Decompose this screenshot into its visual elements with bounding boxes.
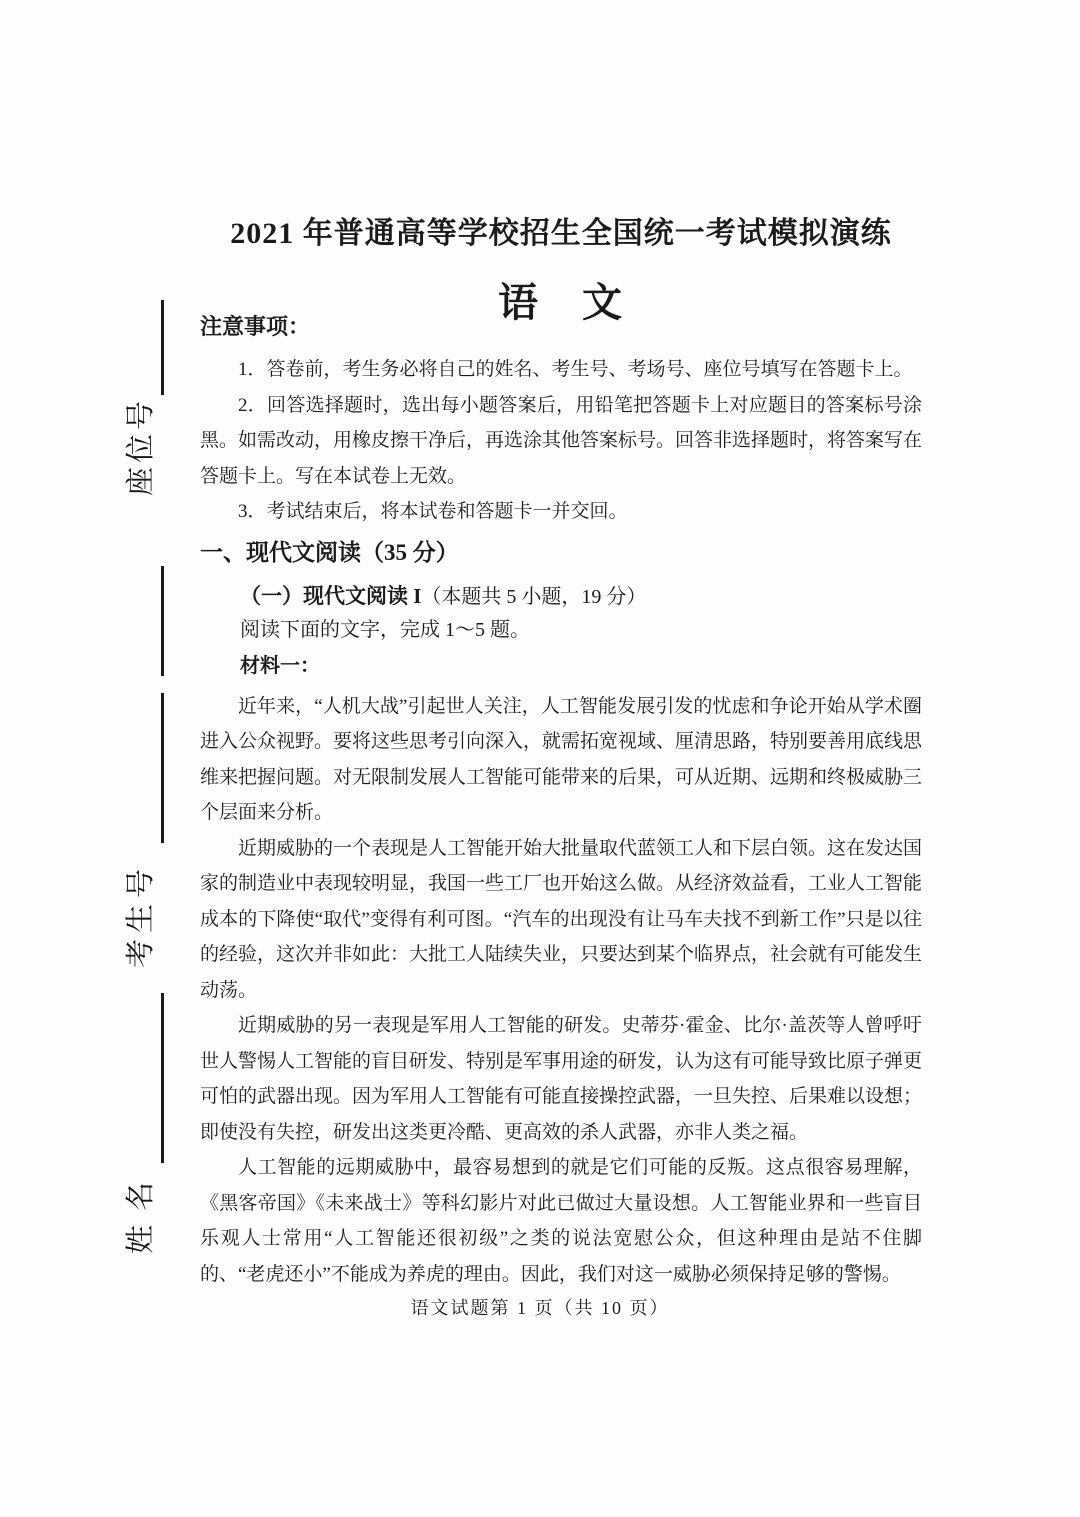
exam-title: 2021 年普通高等学校招生全国统一考试模拟演练 bbox=[230, 217, 892, 250]
seal-line-strip bbox=[104, 304, 168, 1262]
page-footer: 语文试题第 1 页（共 10 页） bbox=[410, 1298, 670, 1318]
notice-item-3: 3．考试结束后，将本试卷和答题卡一并交回。 bbox=[238, 501, 628, 522]
passage-paragraph-1: 近年来，“人机大战”引起世人关注，人工智能发展引发的忧虑和争论开始从学术圈进入公众视野。要将这些思考引向深入，就需拓宽视域、厘清思路，特别要善用底线思维来把握问题。对无限制发展人工智能可能带来的后果，可从近期、远期和终极威胁三个层面来分析。 bbox=[200, 695, 923, 823]
passage-paragraph-4: 人工智能的远期威胁中，最容易想到的就是它们可能的反叛。这点很容易理解，《黑客帝国》《未来战士》等科幻影片对此已做过大量设想。人工智能业界和一些盲目乐观人士常用“人工智能还很初级”之类的说法宽慰公众，但这种理由是站不住脚的、“老虎还小”不能成为养虎的理由。因此，我们对这一威胁必须保持足够的警惕。 bbox=[200, 1157, 922, 1285]
section-heading: 一、现代文阅读（35 分） bbox=[200, 539, 459, 565]
extra-blank-line bbox=[161, 566, 164, 676]
candidate-number-blank-line bbox=[161, 693, 164, 843]
notice-item-1: 1．答卷前，考生务必将自己的姓名、考生号、考场号、座位号填写在答题卡上。 bbox=[238, 359, 913, 380]
seat-number-blank-line bbox=[161, 300, 164, 395]
reading-instruction: 阅读下面的文字，完成 1～5 题。 bbox=[240, 618, 530, 641]
name-label: 姓名 bbox=[125, 1167, 157, 1254]
notice-item-2: 2．回答选择题时，选出每小题答案后，用铅笔把答题卡上对应题目的答案标号涂黑。如需改动，用橡皮擦干净后，再选涂其他答案标号。回答非选择题时，将答案写在答题卡上。写在本试卷上无效。 bbox=[200, 394, 923, 487]
subject-title: 语 文 bbox=[498, 280, 624, 325]
notice-heading: 注意事项： bbox=[200, 314, 311, 339]
name-blank-line bbox=[161, 993, 164, 1163]
part-heading bbox=[200, 581, 922, 612]
exam-content bbox=[200, 0, 922, 1292]
seat-number-label: 座位号 bbox=[125, 396, 157, 496]
candidate-number-label: 考生号 bbox=[125, 862, 157, 968]
material-one-heading: 材料一： bbox=[240, 654, 320, 677]
passage-paragraph-2: 近期威胁的一个表现是人工智能开始大批量取代蓝领工人和下层白领。这在发达国家的制造业中表现较明显，我国一些工厂也开始这么做。从经济效益看，工业人工智能成本的下降使“取代”变得有利可图。“汽车的出现没有让马车夫找不到新工作”只是以往的经验，这次并非如此：大批工人陆续失业，只要达到某个临界点，社会就有可能发生动荡。 bbox=[200, 837, 923, 1001]
part-heading-note: （本题共 5 小题，19 分） bbox=[421, 585, 647, 608]
part-heading-bold: （一）现代文阅读 I bbox=[240, 583, 422, 608]
passage-paragraph-3: 近期威胁的另一表现是军用人工智能的研发。史蒂芬·霍金、比尔·盖茨等人曾呼吁世人警惕人工智能的盲目研发、特别是军事用途的研发，认为这有可能导致比原子弹更可怕的武器出现。因为军用人工智能有可能直接操控武器，一旦失控、后果难以设想；即使没有失控，研发出这类更冷酷、更高效的杀人武器，亦非人类之福。 bbox=[200, 1015, 923, 1143]
